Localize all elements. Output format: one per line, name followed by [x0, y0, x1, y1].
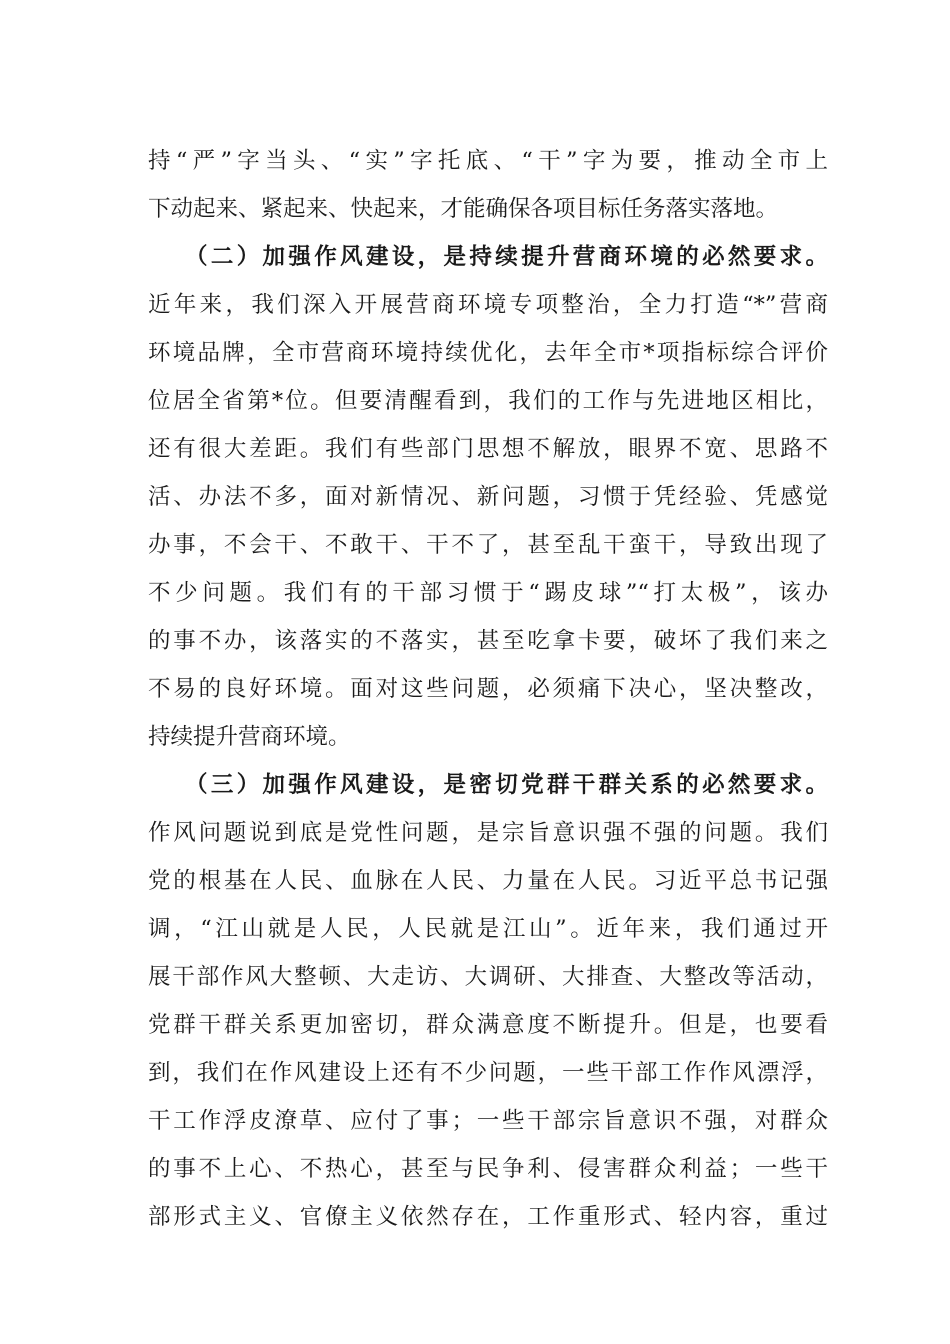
text-line: 的事不办，该落实的不落实，甚至吃拿卡要，破坏了我们来之 — [148, 628, 828, 654]
section-heading-two: （二）加强作风建设，是持续提升营商环境的必然要求。 — [185, 244, 828, 270]
text-line: 党的根基在人民、血脉在人民、力量在人民。习近平总书记强 — [148, 868, 828, 894]
text-line: 调，“江山就是人民，人民就是江山”。近年来，我们通过开 — [148, 916, 828, 942]
text-line: 下动起来、紧起来、快起来，才能确保各项目标任务落实落地。 — [148, 196, 779, 222]
section-heading-three: （三）加强作风建设，是密切党群干群关系的必然要求。 — [185, 772, 828, 798]
text-line: 环境品牌，全市营商环境持续优化，去年全市*项指标综合评价 — [148, 340, 828, 366]
text-line: 不少问题。我们有的干部习惯于“踢皮球”“打太极”，该办 — [148, 580, 828, 606]
text-line: 到，我们在作风建设上还有不少问题，一些干部工作作风漂浮， — [148, 1060, 828, 1086]
text-line: 干工作浮皮潦草、应付了事；一些干部宗旨意识不强，对群众 — [148, 1108, 828, 1134]
text-line: 展干部作风大整顿、大走访、大调研、大排查、大整改等活动， — [148, 964, 828, 990]
text-line: 还有很大差距。我们有些部门思想不解放，眼界不宽、思路不 — [148, 436, 828, 462]
text-line: 持“严”字当头、“实”字托底、“干”字为要，推动全市上 — [148, 148, 828, 174]
text-line: 办事，不会干、不敢干、干不了，甚至乱干蛮干，导致出现了 — [148, 532, 828, 558]
text-line: 的事不上心、不热心，甚至与民争利、侵害群众利益；一些干 — [148, 1156, 828, 1182]
text-line: 党群干群关系更加密切，群众满意度不断提升。但是，也要看 — [148, 1012, 828, 1038]
text-line: 近年来，我们深入开展营商环境专项整治，全力打造“*”营商 — [148, 292, 828, 318]
text-line: 位居全省第*位。但要清醒看到，我们的工作与先进地区相比， — [148, 388, 828, 414]
text-line: 部形式主义、官僚主义依然存在，工作重形式、轻内容，重过 — [148, 1204, 828, 1230]
text-line: 不易的良好环境。面对这些问题，必须痛下决心，坚决整改， — [148, 676, 828, 702]
text-line: 持续提升营商环境。 — [148, 724, 351, 750]
text-line: 活、办法不多，面对新情况、新问题，习惯于凭经验、凭感觉 — [148, 484, 828, 510]
text-line: 作风问题说到底是党性问题，是宗旨意识强不强的问题。我们 — [148, 820, 828, 846]
